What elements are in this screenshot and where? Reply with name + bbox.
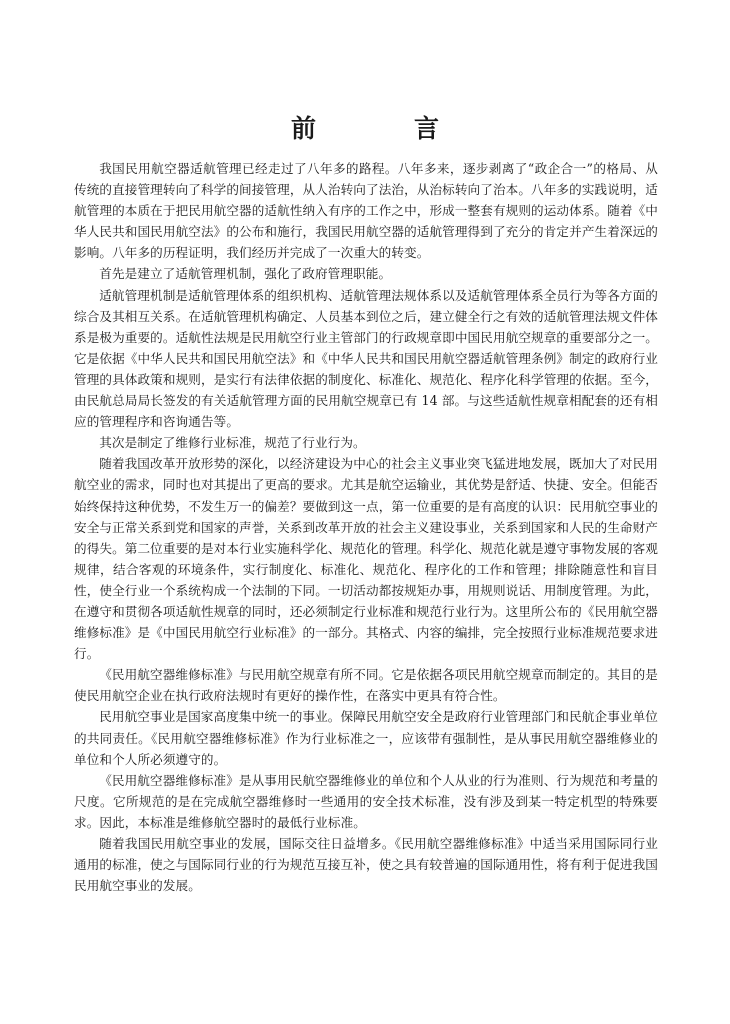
paragraph: 首先是建立了适航管理机制，强化了政府管理职能。: [99, 266, 392, 282]
paragraph: 其次是制定了维修行业标准，规范了行业行为。: [99, 435, 366, 451]
paragraph: 随着我国民用航空事业的发展，国际交往日益增多。《民用航空器维修标准》中适当采用国际同行业通用的标准，使之与国际同行业的行为规范互接互补，使之具有较普遍的国际通用性，将有利于促进我国民用航空事业的发展。: [74, 836, 658, 894]
paragraph: 民用航空事业是国家高度集中统一的事业。保障民用航空安全是政府行业管理部门和民航企事业单位的共同责任。《民用航空器维修标准》作为行业标准之一，应该带有强制性，是从事民用航空器维修业的单位和个人所必须遵守的。: [74, 709, 658, 767]
paragraph: 我国民用航空器适航管理已经走过了八年多的路程。八年多来，逐步剥离了“政企合一”的格局、从传统的直接管理转向了科学的间接管理，从人治转向了法治，从治标转向了治本。八年多的实践说明，适航管理的本质在于把民用航空器的适航性纳入有序的工作之中，形成一整套有规则的运动体系。随着《中华人民共和国民用航空法》的公布和施行，我国民用航空器的适航管理得到了充分的肯定并产生着深远的影响。八年多的历程证明，我们经历并完成了一次重大的转变。: [74, 161, 658, 261]
body-text: [74, 158, 658, 896]
page-title: 前言: [290, 114, 537, 143]
paragraph: 适航管理机制是适航管理体系的组织机构、适航管理法规体系以及适航管理体系全员行为等各方面的综合及其相互关系。在适航管理机构确定、人员基本到位之后，建立健全行之有效的适航管理法规文件体系是极为重要的。适航性法规是民用航空行业主管部门的行政规章即中国民用航空规章的重要部分之一。它是依据《中华人民共和国民用航空法》和《中华人民共和国民用航空器适航管理条例》制定的政府行业管理的具体政策和规则，是实行有法律依据的制度化、标准化、规范化、程序化科学管理的依据。至今，由民航总局局长签发的有关适航管理方面的民用航空规章已有 14 部。与这些适航性规章相配套的还有相应的管理程序和咨询通告等。: [74, 287, 658, 430]
paragraph: 《民用航空器维修标准》是从事用民航空器维修业的单位和个人从业的行为准则、行为规范和考量的尺度。它所规范的是在完成航空器维修时一些通用的安全技术标准，没有涉及到某一特定机型的特殊要求。因此，本标准是维修航空器时的最低行业标准。: [74, 772, 658, 830]
paragraph: 《民用航空器维修标准》与民用航空规章有所不同。它是依据各项民用航空规章而制定的。其目的是使民用航空企业在执行政府法规时有更好的操作性，在落实中更具有符合性。: [74, 667, 658, 704]
paragraph: 随着我国改革开放形势的深化，以经济建设为中心的社会主义事业突飞猛进地发展，既加大了对民用航空业的需求，同时也对其提出了更高的要求。尤其是航空运输业，其优势是舒适、快捷、安全。但能否始终保持这种优势，不发生万一的偏差？要做到这一点，第一位重要的是有高度的认识：民用航空事业的安全与正常关系到党和国家的声誉，关系到改革开放的社会主义建设事业，关系到国家和人民的生命财产的得失。第二位重要的是对本行业实施科学化、规范化的管理。科学化、规范化就是遵守事物发展的客观规律，结合客观的环境条件，实行制度化、标准化、规范化、程序化的工作和管理；排除随意性和盲目性，使全行业一个系统构成一个法制的下同。一切活动都按规矩办事，用规则说话、用制度管理。为此，在遵守和贯彻各项适航性规章的同时，还必须制定行业标准和规范行业行为。这里所公布的《民用航空器维修标准》是《中国民用航空行业标准》的一部分。其格式、内容的编排，完全按照行业标准规范要求进行。: [74, 456, 658, 662]
